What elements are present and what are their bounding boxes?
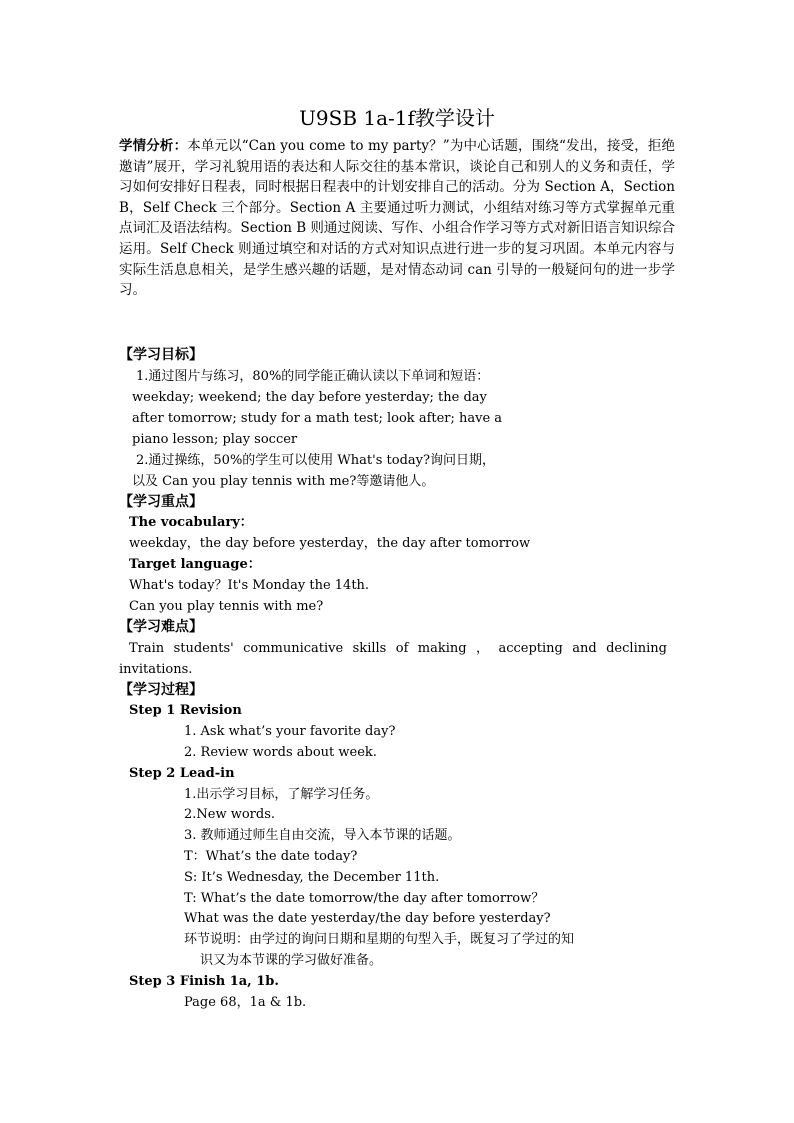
difficulty-word: skills [352,641,387,656]
learner-analysis-paragraph [119,136,675,301]
step-1-item-2: 2. Review words about week. [184,745,377,760]
goal-1: 1.通过图片与练习，80%的同学能正确认读以下单词和短语： [136,369,490,384]
step-3-title: Step 3 Finish 1a, 1b. [129,974,279,989]
step-2-note-line-2: 识又为本节课的学习做好准备。 [200,953,383,968]
difficulty-text-line [129,639,667,659]
difficulty-word: and [572,641,597,656]
step-3-item-1: Page 68，1a & 1b. [184,995,307,1010]
step-1-item-1: 1. Ask what’s your favorite day? [184,724,396,739]
vocabulary-label: The vocabulary： [129,515,253,530]
analysis-label: 学情分析： [119,138,188,154]
step-2-item-2: 2.New words. [184,807,276,822]
process-heading: 【学习过程】 [119,682,203,698]
target-language-1: What's today？It's Monday the 14th. [129,578,370,593]
dialogue-line-4: What was the date yesterday/the day before yesterday? [184,911,551,926]
vocabulary-text: weekday，the day before yesterday，the day after tomorrow [129,536,531,551]
goal-2: 2.通过操练，50%的学生可以使用 What's today?询问日期， [136,453,495,468]
difficulty-continuation: invitations. [119,662,193,677]
goal-words-3: piano lesson; play soccer [132,432,298,447]
difficulty-heading: 【学习难点】 [119,619,203,635]
target-language-2: Can you play tennis with me? [129,599,324,614]
document-title: U9SB 1a-1f教学设计 [299,106,495,130]
difficulty-word: making [417,641,467,656]
difficulty-word: of [395,641,409,656]
difficulty-word: accepting [498,641,563,656]
difficulty-word: declining [606,641,667,656]
step-2-title: Step 2 Lead-in [129,766,235,781]
difficulty-word: communicative [243,641,344,656]
difficulty-word: ， [476,641,490,656]
step-2-item-1: 1.出示学习目标，了解学习任务。 [184,787,379,802]
key-points-heading: 【学习重点】 [119,494,203,510]
analysis-text: 本单元以“Can you come to my party？”为中心话题，围绕“发出，接受，拒绝邀请”展开，学习礼貌用语的表达和人际交往的基本常识，谈论自己和别人的义务和责任，学习如何安排好日程表，同时根据日程表中的计划安排自己的活动。分为 Section A，Section B，Self Check 三个部分。Section A 主要通过听力测试，小组结对练习等方式掌握单元重点词汇及语法结构。Section B 则通过阅读、写作、小组合作学习等方式对新旧语言知识综合运用。Self Check 则通过填空和对话的方式对知识点进行进一步的复习巩固。本单元内容与实际生活息息相关，是学生感兴趣的话题，是对情态动词 can 引导的一般疑问句的进一步学习。 [119,138,676,299]
goal-3: 以及 Can you play tennis with me?等邀请他人。 [132,474,435,489]
difficulty-word: Train [129,641,165,656]
difficulty-word: students' [173,641,234,656]
step-1-title: Step 1 Revision [129,703,242,718]
step-2-note-line-1: 环节说明：由学过的询问日期和星期的句型入手，既复习了学过的知 [184,932,575,947]
goals-heading: 【学习目标】 [119,347,203,363]
goal-words-1: weekday; weekend; the day before yesterday; the day [132,390,487,405]
dialogue-line-2: S: It’s Wednesday, the December 11th. [184,870,440,885]
step-2-item-3: 3. 教师通过师生自由交流，导入本节课的话题。 [184,828,461,843]
target-language-label: Target language： [129,557,261,572]
dialogue-line-3: T: What’s the date tomorrow/the day after tomorrow？ [184,891,545,906]
dialogue-line-1: T：What’s the date today? [184,849,358,864]
goal-words-2: after tomorrow; study for a math test; look after; have a [132,411,503,426]
